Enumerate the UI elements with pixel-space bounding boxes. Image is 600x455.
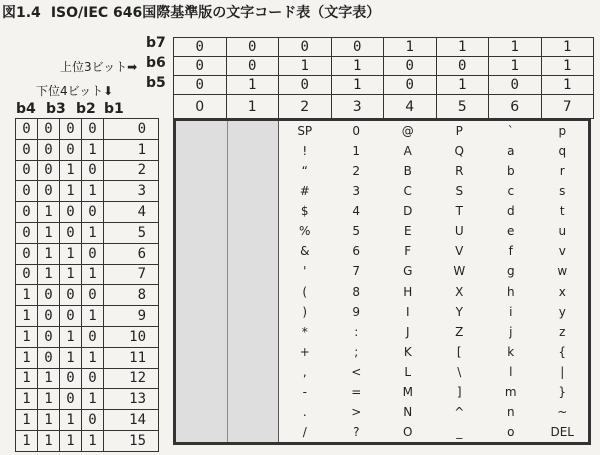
bit-cell-b4: 0 bbox=[16, 264, 38, 285]
bit-cell-b3: 1 bbox=[38, 202, 60, 223]
bit-cell-b1: 0 bbox=[82, 326, 104, 347]
bit-cell-b1: 0 bbox=[82, 368, 104, 389]
char-cell: 4 bbox=[352, 204, 361, 219]
bit-label-b7: b7 bbox=[146, 35, 166, 51]
bit-cell-b1: 1 bbox=[82, 347, 104, 368]
char-cell: u bbox=[558, 224, 567, 239]
control-cell bbox=[176, 322, 228, 342]
char-cell: + bbox=[299, 344, 310, 359]
b6-cell: 0 bbox=[384, 57, 437, 76]
char-cell: 6 bbox=[352, 244, 361, 259]
char-cell: t bbox=[559, 204, 565, 219]
char-cell: DEL bbox=[550, 424, 574, 439]
lower-bits-row bbox=[16, 264, 159, 285]
char-cell: ` bbox=[507, 124, 514, 139]
b5-cell: 1 bbox=[331, 76, 384, 95]
row-number: 7 bbox=[104, 264, 159, 285]
control-cell bbox=[228, 402, 280, 422]
b5-cell: 0 bbox=[174, 76, 227, 95]
char-cell: ) bbox=[302, 304, 308, 319]
bit-cell-b4: 0 bbox=[16, 202, 38, 223]
char-cell: q bbox=[558, 144, 567, 159]
char-cell: # bbox=[299, 184, 310, 199]
char-cell: E bbox=[403, 224, 412, 239]
char-cell: & bbox=[300, 244, 310, 259]
char-cell: j bbox=[509, 324, 513, 339]
control-cell bbox=[228, 322, 280, 342]
lower-bits-row bbox=[16, 119, 159, 140]
char-cell: [ bbox=[456, 344, 462, 359]
lower-bits-row bbox=[16, 306, 159, 327]
row-number: 5 bbox=[104, 222, 159, 243]
lower-bits-row bbox=[16, 222, 159, 243]
char-cell: ' bbox=[303, 264, 307, 279]
bit-cell-b2: 1 bbox=[60, 243, 82, 264]
char-cell: b bbox=[506, 164, 515, 179]
bit-cell-b2: 1 bbox=[60, 264, 82, 285]
control-cell bbox=[176, 241, 228, 261]
column-number: 2 bbox=[279, 95, 332, 119]
control-cell bbox=[228, 342, 280, 362]
bit-cell-b2: 0 bbox=[60, 139, 82, 160]
char-cell: 0 bbox=[352, 124, 361, 139]
bit-label-b3: b3 bbox=[46, 101, 66, 117]
character-table bbox=[173, 118, 591, 445]
char-cell: y bbox=[558, 304, 566, 319]
char-cell: h bbox=[506, 284, 515, 299]
control-cell bbox=[228, 362, 280, 382]
lower-bits-row bbox=[16, 347, 159, 368]
char-cell: ! bbox=[302, 144, 308, 159]
bit-cell-b3: 1 bbox=[38, 264, 60, 285]
char-cell: 8 bbox=[352, 284, 361, 299]
bit-cell-b3: 0 bbox=[38, 119, 60, 140]
char-cell: 5 bbox=[352, 224, 361, 239]
char-cell: G bbox=[403, 264, 413, 279]
row-number: 13 bbox=[104, 389, 159, 410]
control-cell bbox=[176, 422, 228, 442]
bit-cell-b4: 0 bbox=[16, 222, 38, 243]
b7-cell: 0 bbox=[279, 38, 332, 57]
char-cell: S bbox=[455, 184, 464, 199]
char-cell: = bbox=[351, 384, 362, 399]
char-cell: n bbox=[506, 404, 515, 419]
b5-cell: 1 bbox=[541, 76, 594, 95]
char-cell: ? bbox=[353, 424, 360, 439]
char-cell: x bbox=[558, 284, 566, 299]
b5-cell: 0 bbox=[384, 76, 437, 95]
control-cell bbox=[176, 362, 228, 382]
char-cell: @ bbox=[401, 124, 414, 139]
char-cell: o bbox=[507, 424, 515, 439]
bit-cell-b2: 0 bbox=[60, 202, 82, 223]
column-number: 5 bbox=[436, 95, 489, 119]
row-number: 12 bbox=[104, 368, 159, 389]
b5-row bbox=[174, 76, 594, 95]
bit-cell-b2: 0 bbox=[60, 119, 82, 140]
column-number: 6 bbox=[489, 95, 542, 119]
b5-cell: 1 bbox=[226, 76, 279, 95]
bit-cell-b3: 0 bbox=[38, 285, 60, 306]
char-cell: r bbox=[559, 164, 565, 179]
row-number: 2 bbox=[104, 160, 159, 181]
char-cell: < bbox=[351, 364, 362, 379]
char-cell: - bbox=[302, 384, 307, 399]
control-cell bbox=[176, 382, 228, 402]
bit-cell-b1: 1 bbox=[82, 181, 104, 202]
bit-cell-b2: 0 bbox=[60, 389, 82, 410]
upper-bits-table bbox=[173, 37, 594, 119]
char-cell: m bbox=[504, 384, 517, 399]
control-cell bbox=[228, 261, 280, 281]
char-cell: 2 bbox=[352, 164, 361, 179]
lower-bits-row bbox=[16, 243, 159, 264]
char-cell: R bbox=[455, 164, 464, 179]
char-cell: , bbox=[302, 364, 307, 379]
upper-bits-label: 上位3ビット➡ bbox=[60, 60, 138, 74]
char-cell: p bbox=[558, 124, 567, 139]
b5-cell: 0 bbox=[489, 76, 542, 95]
control-cell bbox=[176, 181, 228, 201]
bit-cell-b2: 0 bbox=[60, 368, 82, 389]
control-cell bbox=[176, 121, 228, 141]
column-number: 4 bbox=[384, 95, 437, 119]
control-cell bbox=[228, 282, 280, 302]
bit-cell-b3: 0 bbox=[38, 139, 60, 160]
bit-cell-b1: 0 bbox=[82, 243, 104, 264]
char-cell: i bbox=[509, 304, 513, 319]
lower-bits-row bbox=[16, 410, 159, 431]
b6-cell: 1 bbox=[489, 57, 542, 76]
control-cell bbox=[176, 141, 228, 161]
bit-label-b5: b5 bbox=[146, 75, 166, 91]
column-number: 7 bbox=[541, 95, 594, 119]
char-cell: “ bbox=[301, 164, 308, 179]
bit-cell-b2: 0 bbox=[60, 306, 82, 327]
char-cell: ] bbox=[456, 384, 462, 399]
control-cell bbox=[176, 342, 228, 362]
char-cell: > bbox=[351, 404, 362, 419]
column-number: 0 bbox=[174, 95, 227, 119]
control-cell bbox=[176, 261, 228, 281]
bit-cell-b4: 1 bbox=[16, 410, 38, 431]
char-cell: 1 bbox=[352, 144, 361, 159]
column-number: 3 bbox=[331, 95, 384, 119]
bit-cell-b3: 0 bbox=[38, 181, 60, 202]
char-cell: X bbox=[455, 284, 464, 299]
char-cell: 9 bbox=[352, 304, 361, 319]
lower-bits-row bbox=[16, 389, 159, 410]
bit-cell-b3: 0 bbox=[38, 326, 60, 347]
char-cell: / bbox=[302, 424, 307, 439]
char-cell: U bbox=[454, 224, 464, 239]
bit-cell-b3: 1 bbox=[38, 222, 60, 243]
bit-cell-b3: 1 bbox=[38, 368, 60, 389]
bit-cell-b2: 1 bbox=[60, 181, 82, 202]
b6-cell: 0 bbox=[436, 57, 489, 76]
lower-bits-row bbox=[16, 160, 159, 181]
bit-cell-b3: 1 bbox=[38, 430, 60, 451]
bit-cell-b2: 1 bbox=[60, 410, 82, 431]
bit-cell-b4: 0 bbox=[16, 119, 38, 140]
bit-label-b6: b6 bbox=[146, 55, 166, 71]
row-number: 0 bbox=[104, 119, 159, 140]
row-number: 6 bbox=[104, 243, 159, 264]
char-cell: $ bbox=[300, 204, 309, 219]
control-cell bbox=[228, 181, 280, 201]
bit-cell-b2: 1 bbox=[60, 430, 82, 451]
bit-cell-b4: 1 bbox=[16, 368, 38, 389]
bit-cell-b1: 0 bbox=[82, 202, 104, 223]
char-cell: J bbox=[405, 324, 410, 339]
char-cell: s bbox=[559, 184, 566, 199]
b7-cell: 0 bbox=[226, 38, 279, 57]
char-cell: % bbox=[299, 224, 311, 239]
bit-cell-b1: 1 bbox=[82, 139, 104, 160]
bit-cell-b1: 1 bbox=[82, 430, 104, 451]
bit-cell-b4: 0 bbox=[16, 181, 38, 202]
row-number: 8 bbox=[104, 285, 159, 306]
char-cell: \ bbox=[457, 364, 462, 379]
char-cell: M bbox=[402, 384, 413, 399]
b5-cell: 0 bbox=[279, 76, 332, 95]
char-cell: V bbox=[455, 244, 464, 259]
char-cell: O bbox=[403, 424, 413, 439]
char-cell: v bbox=[558, 244, 566, 259]
bit-cell-b3: 1 bbox=[38, 389, 60, 410]
char-cell: * bbox=[301, 324, 308, 339]
bit-cell-b1: 1 bbox=[82, 222, 104, 243]
bit-cell-b1: 0 bbox=[82, 410, 104, 431]
figure-number: 図1.4 bbox=[2, 5, 41, 21]
row-number: 9 bbox=[104, 306, 159, 327]
b5-cell: 1 bbox=[436, 76, 489, 95]
control-cell bbox=[228, 141, 280, 161]
bit-cell-b3: 0 bbox=[38, 347, 60, 368]
char-cell: } bbox=[558, 384, 567, 399]
bit-cell-b2: 1 bbox=[60, 326, 82, 347]
char-cell: . bbox=[302, 404, 307, 419]
char-cell: Q bbox=[454, 144, 464, 159]
char-cell: | bbox=[560, 364, 565, 379]
b6-cell: 1 bbox=[331, 57, 384, 76]
bit-cell-b4: 0 bbox=[16, 243, 38, 264]
char-cell: A bbox=[403, 144, 412, 159]
bit-cell-b2: 0 bbox=[60, 285, 82, 306]
row-number: 14 bbox=[104, 410, 159, 431]
char-cell: d bbox=[506, 204, 515, 219]
char-cell: l bbox=[509, 364, 513, 379]
b6-cell: 1 bbox=[279, 57, 332, 76]
bit-cell-b2: 0 bbox=[60, 222, 82, 243]
b7-cell: 1 bbox=[489, 38, 542, 57]
char-cell: ^ bbox=[454, 404, 465, 419]
b6-cell: 1 bbox=[541, 57, 594, 76]
bit-cell-b1: 0 bbox=[82, 285, 104, 306]
b7-cell: 0 bbox=[174, 38, 227, 57]
b7-cell: 1 bbox=[541, 38, 594, 57]
lower-bits-row bbox=[16, 202, 159, 223]
char-cell: e bbox=[507, 224, 515, 239]
b7-cell: 1 bbox=[436, 38, 489, 57]
row-number: 11 bbox=[104, 347, 159, 368]
char-cell: : bbox=[354, 324, 359, 339]
row-number: 4 bbox=[104, 202, 159, 223]
char-cell: D bbox=[403, 204, 413, 219]
control-cell bbox=[176, 161, 228, 181]
control-cell bbox=[176, 282, 228, 302]
char-cell: 7 bbox=[352, 264, 361, 279]
char-cell: 3 bbox=[352, 184, 361, 199]
char-cell: c bbox=[507, 184, 515, 199]
bit-cell-b1: 1 bbox=[82, 264, 104, 285]
character-grid bbox=[176, 121, 588, 442]
control-cell bbox=[228, 161, 280, 181]
bit-cell-b4: 1 bbox=[16, 285, 38, 306]
bit-cell-b3: 0 bbox=[38, 160, 60, 181]
bit-cell-b4: 1 bbox=[16, 347, 38, 368]
char-cell: Z bbox=[455, 324, 464, 339]
control-cell bbox=[176, 402, 228, 422]
lower-bits-row bbox=[16, 326, 159, 347]
bit-cell-b3: 0 bbox=[38, 306, 60, 327]
char-cell: P bbox=[455, 124, 463, 139]
lower-bits-label: 下位4ビット⬇ bbox=[36, 84, 114, 98]
control-cell bbox=[228, 201, 280, 221]
bit-label-b1: b1 bbox=[104, 101, 124, 117]
bit-cell-b1: 0 bbox=[82, 119, 104, 140]
bit-cell-b4: 1 bbox=[16, 306, 38, 327]
b7-cell: 0 bbox=[331, 38, 384, 57]
control-cell bbox=[176, 302, 228, 322]
char-cell: K bbox=[403, 344, 412, 359]
lower-bits-row bbox=[16, 181, 159, 202]
char-cell: Y bbox=[455, 304, 463, 319]
b7-row bbox=[174, 38, 594, 57]
bit-cell-b3: 1 bbox=[38, 410, 60, 431]
char-cell: w bbox=[557, 264, 568, 279]
control-cell bbox=[228, 241, 280, 261]
b6-cell: 0 bbox=[226, 57, 279, 76]
bit-cell-b4: 0 bbox=[16, 139, 38, 160]
bit-cell-b3: 1 bbox=[38, 243, 60, 264]
control-cell bbox=[228, 422, 280, 442]
control-cell bbox=[228, 121, 280, 141]
row-number: 15 bbox=[104, 430, 159, 451]
char-cell: ~ bbox=[557, 404, 568, 419]
bit-cell-b4: 1 bbox=[16, 326, 38, 347]
char-cell: { bbox=[558, 344, 567, 359]
char-cell: a bbox=[507, 144, 515, 159]
char-cell: W bbox=[453, 264, 466, 279]
figure-title: ISO/IEC 646国際基準版の文字コード表（文字表） bbox=[50, 5, 381, 21]
char-cell: C bbox=[403, 184, 412, 199]
bit-cell-b1: 1 bbox=[82, 306, 104, 327]
bit-cell-b4: 1 bbox=[16, 430, 38, 451]
control-cell bbox=[176, 221, 228, 241]
lower-bits-table bbox=[15, 118, 159, 452]
char-cell: g bbox=[506, 264, 515, 279]
bit-label-b2: b2 bbox=[76, 101, 96, 117]
char-cell: H bbox=[403, 284, 413, 299]
column-number: 1 bbox=[226, 95, 279, 119]
column-number-row bbox=[174, 95, 594, 119]
row-number: 10 bbox=[104, 326, 159, 347]
b6-cell: 0 bbox=[174, 57, 227, 76]
figure-caption bbox=[2, 2, 380, 22]
char-cell: SP bbox=[297, 124, 313, 139]
char-cell: f bbox=[508, 244, 513, 259]
char-cell: B bbox=[403, 164, 412, 179]
char-cell: L bbox=[404, 364, 412, 379]
control-cell bbox=[228, 382, 280, 402]
lower-bits-row bbox=[16, 139, 159, 160]
lower-bits-row bbox=[16, 368, 159, 389]
lower-bits-row bbox=[16, 285, 159, 306]
char-cell: _ bbox=[456, 424, 463, 439]
char-cell: z bbox=[559, 324, 566, 339]
char-cell: k bbox=[507, 344, 515, 359]
char-cell: T bbox=[455, 204, 463, 219]
control-cell bbox=[176, 201, 228, 221]
row-number: 3 bbox=[104, 181, 159, 202]
b7-cell: 1 bbox=[384, 38, 437, 57]
char-cell: F bbox=[404, 244, 412, 259]
bit-cell-b2: 1 bbox=[60, 347, 82, 368]
control-cell bbox=[228, 221, 280, 241]
bit-cell-b4: 1 bbox=[16, 389, 38, 410]
bit-cell-b1: 0 bbox=[82, 160, 104, 181]
bit-cell-b1: 1 bbox=[82, 389, 104, 410]
char-cell: I bbox=[405, 304, 410, 319]
control-cell bbox=[228, 302, 280, 322]
row-number: 1 bbox=[104, 139, 159, 160]
char-cell: N bbox=[403, 404, 413, 419]
bit-cell-b4: 0 bbox=[16, 160, 38, 181]
lower-bits-row bbox=[16, 430, 159, 451]
bit-label-b4: b4 bbox=[16, 101, 36, 117]
bit-cell-b2: 1 bbox=[60, 160, 82, 181]
b6-row bbox=[174, 57, 594, 76]
char-cell: ; bbox=[354, 344, 359, 359]
char-cell: ( bbox=[302, 284, 308, 299]
